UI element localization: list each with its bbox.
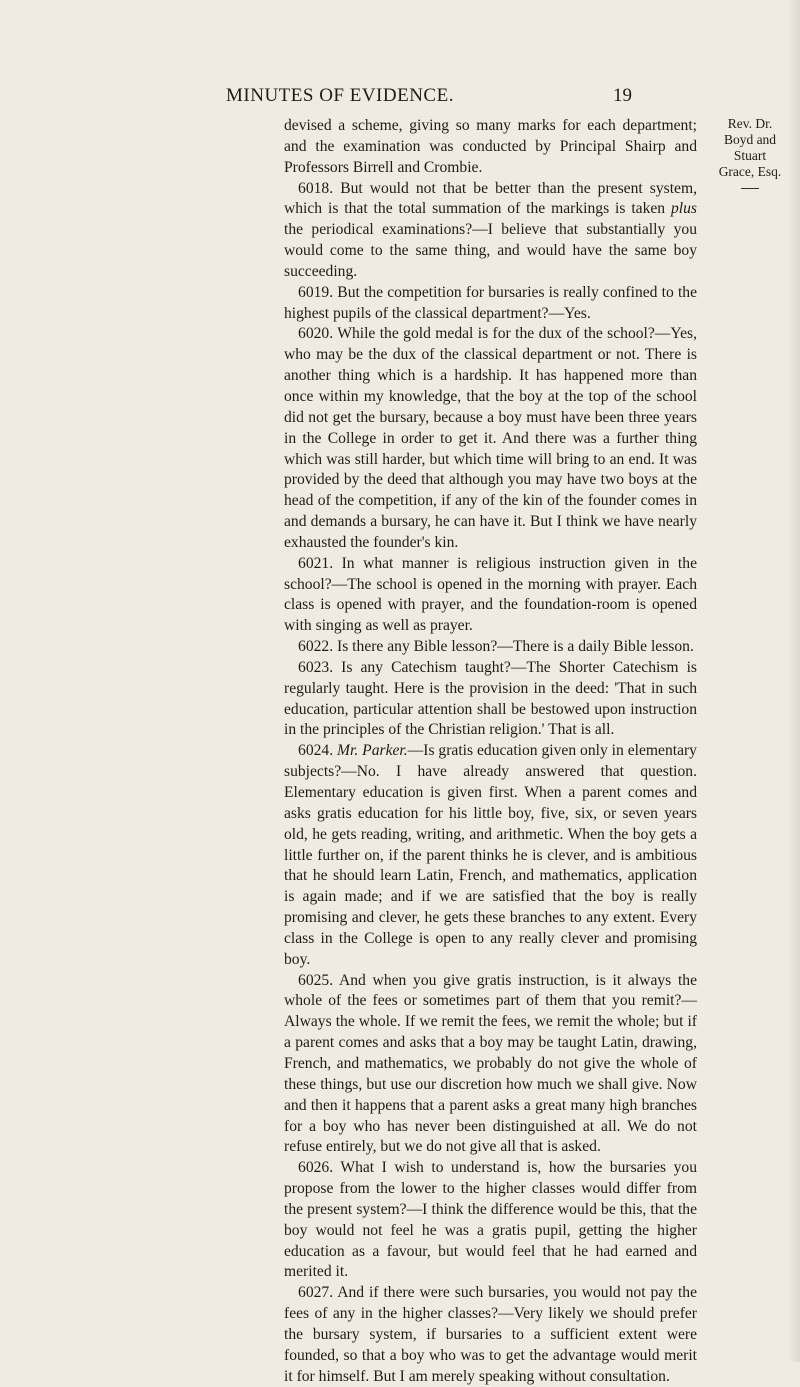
paragraph: 6018. But would not that be better than the present system, which is that the total summation of the markings is taken plus the periodical examinations?—I believe that substantially you would come to the same thing, and would have the same boy succeeding. (284, 179, 697, 280)
paragraph: 6026. What I wish to understand is, how the bursaries you propose from the lower to the higher classes would differ from the present system?—I think the difference would be this, that the boy would not feel he was a gratis pupil, getting the higher education as a favour, but would feel that he had earned and merited it. (284, 1159, 697, 1281)
paragraph: 6023. Is any Catechism taught?—The Shorter Catechism is regularly taught. Here is the provision in the deed: 'That in such education, particular attention shall be bestowed upon instruction in the principles of the Christian religion.' That is all. (284, 658, 697, 739)
margin-note-line: Stuart (733, 148, 767, 163)
page-edge-shadow (788, 0, 800, 1362)
question-number: 6020. (298, 325, 334, 343)
margin-note-line: Rev. Dr. (727, 116, 773, 131)
body-text (284, 116, 697, 1387)
paragraph: 6027. And if there were such bursaries, you would not pay the fees of any in the higher classes?—Very likely we should prefer the bursary system, if bursaries to a sufficient extent were founded, so that a boy who was to get the advantage would merit it for himself. But I am merely speaking without consultation. (284, 1284, 697, 1385)
question-number: 6026. (298, 1159, 334, 1177)
question-number: 6027. (298, 1284, 334, 1302)
paragraph: devised a scheme, giving so many marks for each department; and the examination was conducted by Principal Shairp and Professors Birrell and Crombie. (284, 117, 697, 176)
question-number: 6022. (298, 638, 334, 656)
paragraph: 6020. While the gold medal is for the dux of the school?—Yes, who may be the dux of the classical department or not. There is another thing which is a hardship. It has happened more than once within my knowledge, that the boy at the top of the school did not get the bursary, because a boy must have been three years in the College in order to get it. And there was a further thing which was still harder, but which time will bring to an end. It was provided by the deed that although you may have two boys at the head of the competition, if any of the kin of the founder comes in and demands a bursary, he can have it. But I think we have nearly exhausted the founder's kin. (284, 325, 697, 551)
paragraph: 6019. But the competition for bursaries is really confined to the highest pupils of the classical department?—Yes. (284, 283, 697, 322)
margin-note-line: Grace, Esq. (718, 164, 782, 179)
page-header (0, 85, 800, 109)
margin-note-dash (700, 180, 800, 190)
question-number: 6024. (298, 742, 334, 760)
running-head: MINUTES OF EVIDENCE. (226, 85, 454, 106)
paragraph: 6021. In what manner is religious instruction given in the school?—The school is opened in the morning with prayer. Each class is opened with prayer, and the foundation-room is opened with singing as well as prayer. (284, 554, 697, 635)
question-number: 6021. (298, 554, 334, 572)
margin-note-line: Boyd and (723, 132, 777, 147)
question-number: 6018. (298, 179, 334, 197)
paragraph: 6022. Is there any Bible lesson?—There is a daily Bible lesson. (298, 638, 694, 656)
question-number: 6019. (298, 283, 334, 301)
question-number: 6023. (298, 658, 334, 676)
paragraph: 6024. Mr. Parker.—Is gratis education given only in elementary subjects?—No. I have already answered that question. Elementary education is given first. When a parent comes and asks gratis education for his little boy, five, six, or seven years old, he gets reading, writing, and arithmetic. When the boy gets a little further on, if the parent thinks he is clever, and is ambitious that he should learn Latin, French, and mathematics, application is again made; and if we are satisfied that the boy is really promising and clever, he gets these branches to any extent. Every class in the College is open to any really clever and promising boy. (284, 742, 697, 968)
paragraph: 6025. And when you give gratis instruction, is it always the whole of the fees or sometimes part of them that you remit?—Always the whole. If we remit the fees, we remit the whole; but if a parent comes and asks that a boy may be taught Latin, drawing, French, and mathematics, we probably do not give the whole of these things, but use our discretion how much we shall give. Now and then it happens that a parent asks a great many high branches for a boy who has never been distinguished at all. We do not refuse entirely, but we do not give all that is asked. (284, 971, 697, 1156)
margin-note (700, 116, 800, 190)
page-number: 19 (613, 85, 632, 106)
question-number: 6025. (298, 971, 334, 989)
speaker-name: Mr. Parker. (337, 742, 408, 760)
